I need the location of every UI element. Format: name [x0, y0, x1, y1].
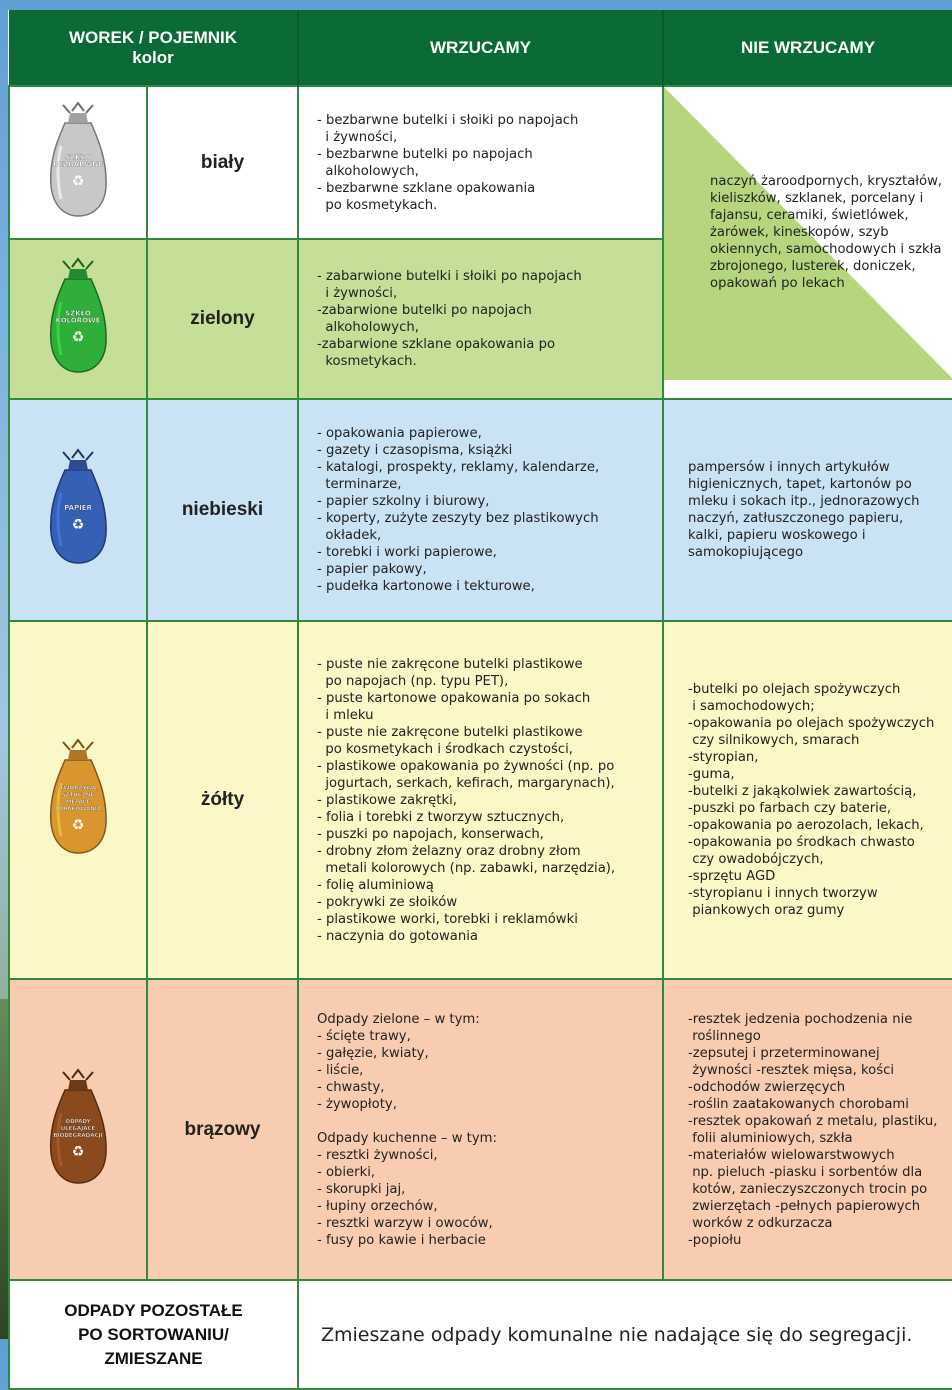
bag-graphic — [43, 448, 113, 568]
list-line: Odpady kuchenne – w tym: — [317, 1130, 497, 1146]
segregation-table — [8, 10, 952, 1390]
list-line: samokopiującego — [688, 545, 804, 560]
list-line: -zepsutej i przeterminowanej — [688, 1045, 880, 1061]
list-line: czy silnikowych, smarach — [688, 733, 860, 748]
list-line: zbrojonego, lusterek, doniczek, — [710, 259, 916, 274]
wrzucamy-niebieski — [298, 399, 663, 621]
list-line: -resztek jedzenia pochodzenia nie — [688, 1011, 913, 1027]
list-line: - ścięte trawy, — [317, 1028, 411, 1044]
list-line: - koperty, zużyte zeszyty bez plastikowych — [317, 511, 599, 526]
bag-cell-niebieski — [9, 399, 147, 621]
list-line: folii aluminiowych, szkła — [688, 1130, 853, 1146]
list-line: jogurtach, serkach, kefirach, margarynach), — [317, 775, 615, 791]
bag-label-text: BIODEGRADACJI — [53, 1132, 103, 1139]
list-line: - liście, — [317, 1062, 364, 1078]
list-line: -guma, — [688, 767, 735, 782]
list-line: i żywności, — [317, 286, 398, 301]
list-line: - folię aluminiową — [317, 877, 434, 893]
list-line: - katalogi, prospekty, reklamy, kalendarze, — [317, 460, 600, 475]
bag-label-text: SZTUCZNE — [61, 792, 95, 799]
bag-label-text: SZKŁO — [65, 153, 91, 161]
list-line: -roślin zaatakowanych chorobami — [688, 1096, 909, 1112]
bag-brazowy-icon — [43, 1068, 113, 1192]
mixed-description: Zmieszane odpady komunalne nie nadające się do segregacji. — [298, 1280, 952, 1389]
list-line: kotów, zanieczyszczonych trocin po — [688, 1181, 928, 1197]
nie-wrzucamy-brazowy — [663, 979, 952, 1280]
row-niebieski — [9, 399, 952, 621]
color-name-niebieski: niebieski — [147, 399, 298, 621]
list-line: kosmetykach. — [317, 354, 417, 369]
list-line: higienicznych, tapet, kartonów po — [688, 477, 912, 492]
list-line: żarówek, kineskopów, szyb — [710, 225, 889, 240]
list-line: - drobny złom żelazny oraz drobny złom — [317, 843, 581, 859]
list-line: - skorupki jaj, — [317, 1181, 406, 1197]
color-name-bialy: biały — [147, 86, 298, 239]
list-line: pampersów i innych artykułów — [688, 460, 890, 475]
color-name-zielony: zielony — [147, 239, 298, 399]
nie-wrzucamy-glass-text — [686, 169, 946, 296]
header-wrzucamy: WRZUCAMY — [298, 10, 663, 86]
recycle-icon: ♻ — [71, 1143, 85, 1160]
list-line: fajansu, ceramiki, świetlówek, — [710, 208, 909, 223]
list-line: np. pieluch -piasku i sorbentów dla — [688, 1164, 923, 1180]
wrzucamy-brazowy — [298, 979, 663, 1280]
header-bag-title: WOREK / POJEMNIK — [68, 27, 238, 47]
list-line: po kosmetykach i środkach czystości, — [317, 741, 573, 757]
bag-label-text: PAPIER — [64, 504, 92, 512]
row-zolty — [9, 621, 952, 979]
list-line: - papier szkolny i biurowy, — [317, 494, 490, 509]
bag-graphic — [43, 101, 113, 221]
list-line: Odpady zielone – w tym: — [317, 1011, 480, 1027]
nie-wrzucamy-zolty — [663, 621, 952, 979]
list-line: -resztek opakowań z metalu, plastiku, — [688, 1113, 938, 1129]
bag-label-text: KOLOROWE — [55, 316, 101, 325]
bag-label-text: I OPAKOWANIA — [54, 806, 102, 813]
list-line: żywności -resztek mięsa, kości — [688, 1062, 894, 1078]
list-line: - zabarwione butelki i słoiki po napojach — [317, 269, 582, 284]
list-line: piankowych oraz gumy — [688, 903, 845, 918]
list-line: -odchodów zwierzęcych — [688, 1079, 846, 1095]
list-line: - naczynia do gotowania — [317, 928, 478, 944]
bag-label-text: BEZBARWNE — [53, 160, 103, 168]
list-line: zwierzętach -pełnych papierowych — [688, 1198, 921, 1214]
color-name-zolty: żółty — [147, 621, 298, 979]
list-line: - puste nie zakręcone butelki plastikowe — [317, 656, 583, 672]
list-line: - bezbarwne butelki i słoiki po napojach — [317, 112, 579, 128]
list-line: - resztki warzyw i owoców, — [317, 1215, 493, 1231]
list-line: - gałęzie, kwiaty, — [317, 1045, 429, 1061]
list-line: i samochodowych; — [688, 699, 815, 714]
bag-cell-zielony — [9, 239, 147, 399]
list-line: po kosmetykach. — [317, 197, 438, 213]
list-line: kieliszków, szklanek, porcelany i — [710, 191, 924, 206]
list-line: - bezbarwne szklane opakowania — [317, 180, 536, 196]
list-line: -materiałów wielowarstwowych — [688, 1147, 895, 1163]
list-line: - opakowania papierowe, — [317, 426, 482, 441]
bag-cell-zolty — [9, 621, 147, 979]
list-line: i mleku — [317, 707, 374, 723]
row-brazowy — [9, 979, 952, 1280]
recycle-icon: ♻ — [71, 517, 85, 533]
header-color-title: kolor — [132, 47, 174, 67]
list-line: -opakowania po środkach chwasto — [688, 835, 915, 850]
header-row — [9, 10, 952, 86]
list-line: -zabarwione butelki po napojach — [317, 303, 532, 318]
list-line: -styropianu i innych tworzyw — [688, 886, 878, 901]
list-line: - pokrywki ze słoików — [317, 894, 458, 910]
segregation-table-frame — [8, 10, 952, 1368]
list-line: - plastikowe opakowania po żywności (np. po — [317, 758, 615, 774]
list-line: - folia i torebki z tworzyw sztucznych, — [317, 809, 565, 825]
list-line: po napojach (np. typu PET), — [317, 673, 509, 689]
list-line: opakowań po lekach — [710, 276, 845, 291]
list-line: - puszki po napojach, konserwach, — [317, 826, 544, 842]
recycle-icon: ♻ — [71, 817, 85, 834]
list-line: metali kolorowych (np. zabawki, narzędzia), — [317, 860, 616, 876]
list-line: -butelki z jakąkolwiek zawartością, — [688, 784, 917, 799]
list-line: i żywności, — [317, 129, 398, 145]
bag-label-text: METALE — [65, 799, 91, 806]
row-bialy — [9, 86, 952, 239]
list-line: worków z odkurzacza — [688, 1215, 833, 1231]
nie-wrzucamy-niebieski — [663, 399, 952, 621]
wrzucamy-zielony — [298, 239, 663, 399]
list-line: - pudełka kartonowe i tekturowe, — [317, 579, 535, 594]
mixed-heading-line: PO SORTOWANIU/ — [78, 1324, 229, 1344]
list-line: - obierki, — [317, 1164, 376, 1180]
list-line: -styropian, — [688, 750, 759, 765]
list-line: alkoholowych, — [317, 163, 419, 179]
list-line: - plastikowe worki, torebki i reklamówki — [317, 911, 578, 927]
list-line: terminarze, — [317, 477, 402, 492]
list-line: -opakowania po olejach spożywczych — [688, 716, 935, 731]
list-line: kalki, papieru woskowego i — [688, 528, 866, 543]
recycle-icon: ♻ — [71, 329, 85, 346]
list-line: - puste nie zakręcone butelki plastikowe — [317, 724, 583, 740]
list-line: - resztki żywności, — [317, 1147, 438, 1163]
bag-bialy-icon — [43, 101, 113, 225]
bag-label-text: ULEGAJĄCE — [60, 1125, 96, 1132]
list-line: -butelki po olejach spożywczych — [688, 682, 901, 697]
list-line: - gazety i czasopisma, książki — [317, 443, 513, 458]
list-line: -puszki po farbach czy baterie, — [688, 801, 892, 816]
bag-cell-bialy — [9, 86, 147, 239]
list-line: - papier pakowy, — [317, 562, 427, 577]
list-line: - plastikowe zakrętki, — [317, 792, 457, 808]
mixed-heading — [9, 1280, 298, 1389]
list-line: okiennych, samochodowych i szkła — [710, 242, 942, 257]
mixed-heading-line: ODPADY POZOSTAŁE — [64, 1300, 243, 1320]
recycle-icon: ♻ — [71, 173, 85, 189]
list-line: naczyń żaroodpornych, kryształów, — [710, 174, 943, 189]
header-nie-wrzucamy: NIE WRZUCAMY — [663, 10, 952, 86]
bag-label-text: SZKŁO — [65, 309, 91, 318]
list-line: - torebki i worki papierowe, — [317, 545, 497, 560]
bag-niebieski-icon — [43, 448, 113, 572]
bag-cell-brazowy — [9, 979, 147, 1280]
list-line: - żywopłoty, — [317, 1096, 397, 1112]
list-line: - chwasty, — [317, 1079, 385, 1095]
list-line: roślinnego — [688, 1028, 761, 1044]
list-line — [317, 1113, 652, 1130]
list-line: -sprzętu AGD — [688, 869, 776, 884]
bag-label-text: TWORZYWA — [59, 785, 97, 792]
wrzucamy-zolty — [298, 621, 663, 979]
bag-label-text: ODPADY — [65, 1118, 91, 1125]
list-line: - łupiny orzechów, — [317, 1198, 438, 1214]
bag-graphic — [43, 257, 113, 377]
row-zmieszane — [9, 1280, 952, 1389]
list-line: - bezbarwne butelki po napojach — [317, 146, 533, 162]
list-line: -popiołu — [688, 1232, 742, 1248]
header-bag-color — [9, 10, 298, 86]
nie-wrzucamy-glass — [663, 86, 952, 399]
mixed-heading-line: ZMIESZANE — [104, 1348, 203, 1368]
bag-graphic — [43, 738, 113, 858]
color-name-brazowy: brązowy — [147, 979, 298, 1280]
list-line: alkoholowych, — [317, 320, 419, 335]
wrzucamy-bialy — [298, 86, 663, 239]
list-line: naczyń, zatłuszczonego papieru, — [688, 511, 904, 526]
list-line: czy owadobójczych, — [688, 852, 824, 867]
list-line: -opakowania po aerozolach, lekach, — [688, 818, 924, 833]
bag-zielony-icon — [43, 257, 113, 381]
list-line: -zabarwione szklane opakowania po — [317, 337, 556, 352]
bag-graphic — [43, 1068, 113, 1188]
bag-zolty-icon — [43, 738, 113, 862]
list-line: mleku i sokach itp., jednorazowych — [688, 494, 920, 509]
list-line: - puste kartonowe opakowania po sokach — [317, 690, 591, 706]
list-line: okładek, — [317, 528, 382, 543]
list-line: - fusy po kawie i herbacie — [317, 1232, 486, 1248]
